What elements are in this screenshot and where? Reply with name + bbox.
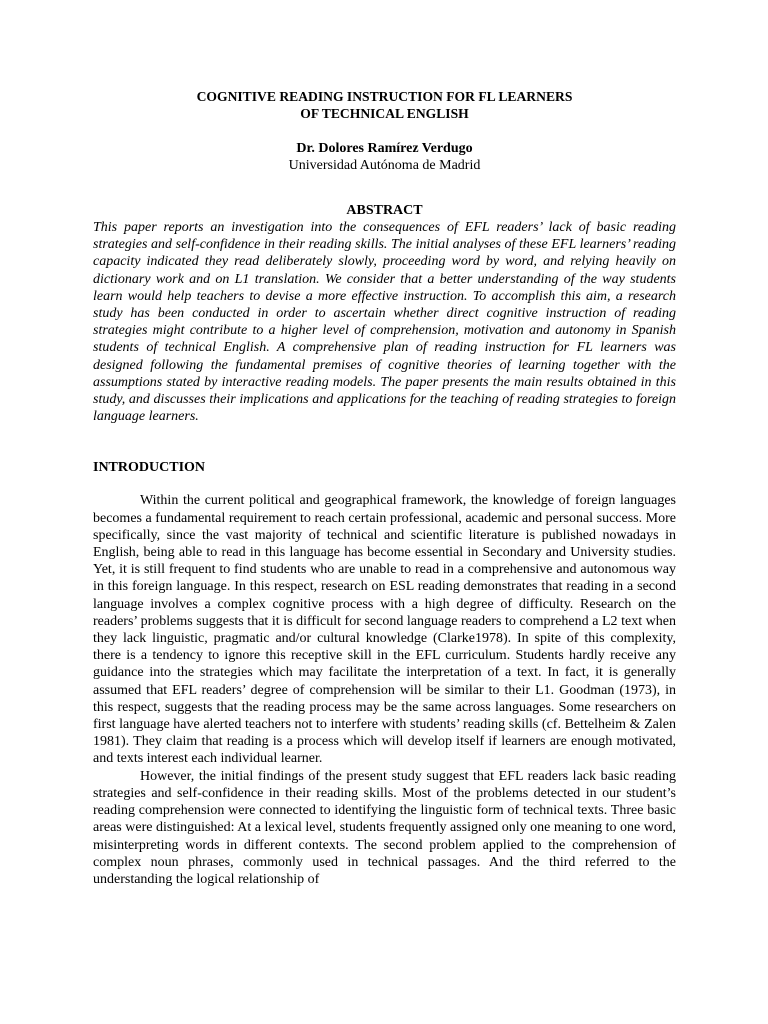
author-affiliation: Universidad Autónoma de Madrid xyxy=(288,158,481,173)
abstract-text: This paper reports an investigation into the consequences of EFL readers’ lack of basic reading strategies and self-confidence in their reading skills. The initial analyses of these EFL learners’ reading capacity indicated they read deliberately slowly, proceeding word by word, and relying heavily on dictionary work and on L1 translation. We consider that a better understanding of the way students learn would help teachers to devise a more effective instruction. To accomplish this aim, a research study has been conducted in order to ascertain whether direct cognitive instruction of reading strategies might contribute to a higher level of comprehension, motivation and autonomy in Spanish students of technical English. A comprehensive plan of reading instruction for FL learners was designed following the fundamental premises of cognitive theories of learning together with the assumptions stated by interactive reading models. The paper presents the main results obtained in this study, and discusses their implications and applications for the teaching of reading strategies to foreign language learners. xyxy=(93,220,676,425)
title-line-1: COGNITIVE READING INSTRUCTION FOR FL LEARNERS xyxy=(196,89,573,104)
abstract-heading: ABSTRACT xyxy=(346,203,423,218)
author-name: Dr. Dolores Ramírez Verdugo xyxy=(296,141,473,156)
paper-title xyxy=(93,88,676,122)
paper-page xyxy=(93,88,676,888)
introduction-heading: INTRODUCTION xyxy=(93,460,206,476)
title-line-2: OF TECHNICAL ENGLISH xyxy=(300,106,469,121)
introduction-paragraph-2: However, the initial findings of the present study suggest that EFL readers lack basic reading strategies and self-confidence in their reading skills. Most of the problems detected in our student’s reading comprehension were connected to identifying the linguistic form of technical texts. Three basic areas were distinguished: At a lexical level, students frequently assigned only one meaning to one word, misinterpreting words in different contexts. The second problem applied to the comprehension of complex noun phrases, commonly used in technical passages. And the third referred to the understanding the logical relationship of xyxy=(93,768,676,887)
introduction-paragraph-1: Within the current political and geographical framework, the knowledge of foreign languages becomes a fundamental requirement to reach certain professional, academic and personal success. More specifically, since the vast majority of technical and scientific literature is published nowadays in English, being able to read in this language has become essential in Secondary and University studies. Yet, it is still frequent to find students who are unable to read in a comprehensive and autonomous way in this foreign language. In this respect, research on ESL reading demonstrates that reading in a second language involves a complex cognitive process with a high degree of difficulty. Research on the readers’ problems suggests that it is difficult for second language readers to comprehend a L2 text when they lack linguistic, pragmatic and/or cultural knowledge (Clarke1978). In spite of this complexity, there is a tendency to ignore this receptive skill in the EFL curriculum. Students hardly receive any guidance into the strategies which may facilitate the interpretation of a text. In fact, it is generally assumed that EFL readers’ degree of comprehension will be similar to their L1. Goodman (1973), in this respect, suggests that the reading process may be the same across languages. Some researchers on first language have alerted teachers not to interfere with students’ reading skills (cf. Bettelheim & Zalen 1981). They claim that reading is a process which will develop itself if learners are enough motivated, and texts interest each individual learner. xyxy=(93,493,676,767)
